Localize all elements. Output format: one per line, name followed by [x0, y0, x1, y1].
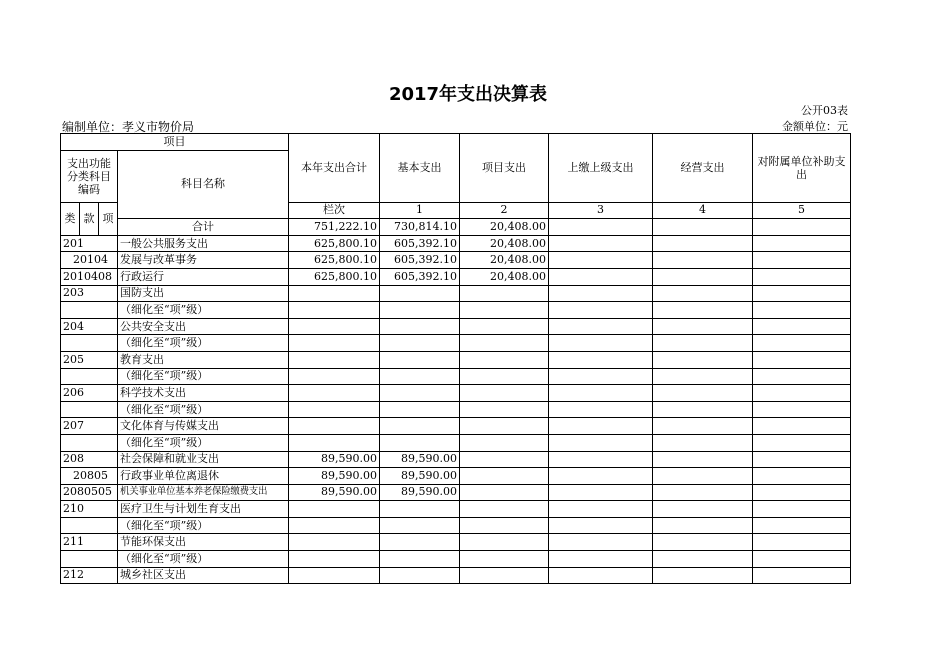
row-value-col-5 — [653, 434, 753, 451]
row-value-col-5 — [653, 285, 753, 302]
row-value-col-5 — [653, 468, 753, 485]
row-value-col-2 — [380, 567, 460, 584]
row-value-col-1 — [289, 351, 380, 368]
table-row — [61, 302, 851, 319]
row-value-col-3 — [460, 534, 549, 551]
row-code: 201 — [61, 235, 118, 252]
table-row — [61, 451, 851, 468]
row-code — [61, 335, 118, 352]
row-value-col-5 — [653, 567, 753, 584]
row-value-col-3 — [460, 318, 549, 335]
row-code: 20104 — [61, 252, 118, 269]
table-row — [61, 368, 851, 385]
row-value-col-2 — [380, 434, 460, 451]
row-value-col-2: 605,392.10 — [380, 268, 460, 285]
row-value-col-2 — [380, 401, 460, 418]
currency-unit: 金额单位：元 — [782, 120, 848, 133]
row-value-col-1 — [289, 285, 380, 302]
row-code: 20805 — [61, 468, 118, 485]
col-num-1: 1 — [380, 202, 460, 219]
row-name: （细化至“项”级） — [118, 401, 289, 418]
row-name: 发展与改革事务 — [118, 252, 289, 269]
row-code: 210 — [61, 501, 118, 518]
row-value-col-5 — [653, 534, 753, 551]
row-value-col-5 — [653, 252, 753, 269]
row-value-col-2 — [380, 318, 460, 335]
row-value-col-2 — [380, 551, 460, 568]
row-value-col-3 — [460, 368, 549, 385]
row-name: 国防支出 — [118, 285, 289, 302]
row-value-col-3 — [460, 517, 549, 534]
row-code: 212 — [61, 567, 118, 584]
row-value-col-2: 89,590.00 — [380, 451, 460, 468]
row-code: 206 — [61, 385, 118, 402]
row-value-col-4 — [549, 434, 653, 451]
row-value-col-3 — [460, 335, 549, 352]
header-col-6: 对附属单位补助支出 — [753, 134, 851, 203]
row-value-col-5 — [653, 335, 753, 352]
row-value-col-2 — [380, 368, 460, 385]
row-value-col-6 — [753, 517, 851, 534]
row-value-col-5 — [653, 235, 753, 252]
total-row — [61, 219, 851, 236]
row-value-col-1: 89,590.00 — [289, 451, 380, 468]
row-value-col-6 — [753, 501, 851, 518]
row-value-col-1: 625,800.10 — [289, 268, 380, 285]
row-value-col-1 — [289, 567, 380, 584]
table-row — [61, 501, 851, 518]
row-value-col-4 — [549, 318, 653, 335]
table-row — [61, 567, 851, 584]
row-code: 208 — [61, 451, 118, 468]
row-value-col-5 — [653, 517, 753, 534]
row-value-col-2 — [380, 385, 460, 402]
row-value-col-1 — [289, 401, 380, 418]
row-value-col-1 — [289, 368, 380, 385]
total-col-1: 751,222.10 — [289, 219, 380, 236]
row-value-col-3 — [460, 385, 549, 402]
row-value-col-3 — [460, 434, 549, 451]
row-value-col-1 — [289, 335, 380, 352]
table-row — [61, 235, 851, 252]
header-col-5: 经营支出 — [653, 134, 753, 203]
header-lei: 类 — [61, 202, 80, 235]
row-value-col-6 — [753, 318, 851, 335]
row-value-col-1: 625,800.10 — [289, 252, 380, 269]
table-row — [61, 268, 851, 285]
row-value-col-5 — [653, 501, 753, 518]
row-value-col-6 — [753, 468, 851, 485]
table-row — [61, 517, 851, 534]
row-value-col-2 — [380, 351, 460, 368]
row-code — [61, 434, 118, 451]
row-name: 城乡社区支出 — [118, 567, 289, 584]
row-code: 203 — [61, 285, 118, 302]
row-value-col-4 — [549, 501, 653, 518]
row-value-col-3 — [460, 551, 549, 568]
row-value-col-5 — [653, 418, 753, 435]
total-col-6 — [753, 219, 851, 236]
row-value-col-4 — [549, 351, 653, 368]
row-value-col-6 — [753, 252, 851, 269]
row-value-col-6 — [753, 418, 851, 435]
row-value-col-4 — [549, 534, 653, 551]
row-value-col-5 — [653, 302, 753, 319]
row-value-col-3 — [460, 501, 549, 518]
row-value-col-2 — [380, 501, 460, 518]
header-subject-name: 科目名称 — [118, 150, 289, 219]
row-name: 一般公共服务支出 — [118, 235, 289, 252]
row-name: （细化至“项”级） — [118, 335, 289, 352]
row-value-col-2: 89,590.00 — [380, 468, 460, 485]
row-value-col-4 — [549, 418, 653, 435]
row-value-col-1 — [289, 517, 380, 534]
row-value-col-4 — [549, 335, 653, 352]
row-value-col-6 — [753, 351, 851, 368]
row-value-col-1 — [289, 418, 380, 435]
row-name: 节能环保支出 — [118, 534, 289, 551]
row-value-col-5 — [653, 351, 753, 368]
row-code — [61, 302, 118, 319]
row-value-col-4 — [549, 268, 653, 285]
row-name: （细化至“项”级） — [118, 517, 289, 534]
table-row — [61, 418, 851, 435]
row-value-col-5 — [653, 268, 753, 285]
total-col-3: 20,408.00 — [460, 219, 549, 236]
header-lanci: 栏次 — [289, 202, 380, 219]
row-value-col-4 — [549, 401, 653, 418]
header-xiang: 项 — [99, 202, 118, 235]
header-func-code: 支出功能分类科目编码 — [61, 150, 118, 202]
row-code — [61, 401, 118, 418]
row-value-col-2 — [380, 534, 460, 551]
table-row — [61, 484, 851, 501]
row-value-col-6 — [753, 368, 851, 385]
row-value-col-4 — [549, 468, 653, 485]
row-value-col-5 — [653, 385, 753, 402]
row-value-col-6 — [753, 551, 851, 568]
row-code: 2080505 — [61, 484, 118, 501]
row-value-col-4 — [549, 285, 653, 302]
row-value-col-6 — [753, 385, 851, 402]
row-value-col-4 — [549, 235, 653, 252]
header-col-4: 上缴上级支出 — [549, 134, 653, 203]
row-name: 社会保障和就业支出 — [118, 451, 289, 468]
row-value-col-6 — [753, 285, 851, 302]
row-value-col-6 — [753, 567, 851, 584]
row-value-col-5 — [653, 318, 753, 335]
row-name: 医疗卫生与计划生育支出 — [118, 501, 289, 518]
total-col-5 — [653, 219, 753, 236]
row-value-col-4 — [549, 302, 653, 319]
row-value-col-4 — [549, 451, 653, 468]
row-value-col-3 — [460, 351, 549, 368]
row-value-col-1: 89,590.00 — [289, 468, 380, 485]
row-value-col-1 — [289, 302, 380, 319]
row-value-col-2 — [380, 418, 460, 435]
row-value-col-6 — [753, 268, 851, 285]
row-value-col-4 — [549, 385, 653, 402]
row-value-col-6 — [753, 401, 851, 418]
row-value-col-4 — [549, 368, 653, 385]
row-value-col-2 — [380, 285, 460, 302]
table-row — [61, 285, 851, 302]
page-title: 2017年支出决算表 — [388, 84, 548, 105]
row-code: 204 — [61, 318, 118, 335]
row-value-col-5 — [653, 484, 753, 501]
row-value-col-3 — [460, 285, 549, 302]
table-row — [61, 252, 851, 269]
expenditure-table — [60, 133, 851, 584]
row-value-col-6 — [753, 434, 851, 451]
row-code: 2010408 — [61, 268, 118, 285]
table-row — [61, 551, 851, 568]
table-row — [61, 434, 851, 451]
row-name: （细化至“项”级） — [118, 551, 289, 568]
row-code: 205 — [61, 351, 118, 368]
row-code: 211 — [61, 534, 118, 551]
header-col-2: 基本支出 — [380, 134, 460, 203]
row-value-col-2 — [380, 335, 460, 352]
row-value-col-3 — [460, 302, 549, 319]
row-value-col-4 — [549, 567, 653, 584]
row-value-col-4 — [549, 551, 653, 568]
row-code — [61, 368, 118, 385]
row-value-col-3 — [460, 401, 549, 418]
row-value-col-2: 605,392.10 — [380, 235, 460, 252]
col-num-3: 3 — [549, 202, 653, 219]
col-num-4: 4 — [653, 202, 753, 219]
row-name: 公共安全支出 — [118, 318, 289, 335]
row-name: 行政运行 — [118, 268, 289, 285]
row-code: 207 — [61, 418, 118, 435]
col-num-5: 5 — [753, 202, 851, 219]
total-label: 合计 — [118, 219, 289, 236]
row-value-col-5 — [653, 551, 753, 568]
table-row — [61, 335, 851, 352]
row-value-col-1: 89,590.00 — [289, 484, 380, 501]
row-value-col-3 — [460, 418, 549, 435]
total-col-4 — [549, 219, 653, 236]
row-value-col-6 — [753, 235, 851, 252]
row-value-col-5 — [653, 401, 753, 418]
row-value-col-2: 605,392.10 — [380, 252, 460, 269]
row-value-col-4 — [549, 517, 653, 534]
header-row-project — [61, 134, 851, 151]
header-col-1: 本年支出合计 — [289, 134, 380, 203]
form-number: 公开03表 — [801, 104, 848, 117]
row-value-col-6 — [753, 484, 851, 501]
row-value-col-2 — [380, 302, 460, 319]
header-project: 项目 — [61, 134, 289, 151]
row-value-col-5 — [653, 451, 753, 468]
row-value-col-3 — [460, 468, 549, 485]
row-name: 文化体育与传媒支出 — [118, 418, 289, 435]
row-value-col-3 — [460, 567, 549, 584]
total-col-2: 730,814.10 — [380, 219, 460, 236]
row-name: 机关事业单位基本养老保险缴费支出 — [118, 484, 289, 501]
row-name: 行政事业单位离退休 — [118, 468, 289, 485]
row-value-col-6 — [753, 534, 851, 551]
row-code — [61, 551, 118, 568]
row-value-col-3 — [460, 451, 549, 468]
row-value-col-3 — [460, 484, 549, 501]
row-value-col-1 — [289, 385, 380, 402]
reporting-unit: 编制单位：孝义市物价局 — [62, 120, 195, 134]
row-value-col-4 — [549, 252, 653, 269]
row-name: （细化至“项”级） — [118, 434, 289, 451]
row-name: （细化至“项”级） — [118, 368, 289, 385]
header-col-3: 项目支出 — [460, 134, 549, 203]
row-value-col-1 — [289, 434, 380, 451]
row-code — [61, 517, 118, 534]
row-value-col-6 — [753, 335, 851, 352]
table-row — [61, 468, 851, 485]
row-value-col-3: 20,408.00 — [460, 268, 549, 285]
row-value-col-3: 20,408.00 — [460, 235, 549, 252]
row-value-col-1 — [289, 534, 380, 551]
row-value-col-3: 20,408.00 — [460, 252, 549, 269]
header-kuan: 款 — [80, 202, 99, 235]
row-value-col-1 — [289, 318, 380, 335]
table-row — [61, 318, 851, 335]
row-name: （细化至“项”级） — [118, 302, 289, 319]
row-value-col-2: 89,590.00 — [380, 484, 460, 501]
row-name: 科学技术支出 — [118, 385, 289, 402]
table-row — [61, 401, 851, 418]
row-value-col-5 — [653, 368, 753, 385]
table-row — [61, 534, 851, 551]
row-value-col-6 — [753, 451, 851, 468]
row-value-col-1 — [289, 501, 380, 518]
row-name: 教育支出 — [118, 351, 289, 368]
table-row — [61, 385, 851, 402]
row-value-col-1: 625,800.10 — [289, 235, 380, 252]
col-num-2: 2 — [460, 202, 549, 219]
row-value-col-6 — [753, 302, 851, 319]
row-value-col-4 — [549, 484, 653, 501]
row-value-col-1 — [289, 551, 380, 568]
row-value-col-2 — [380, 517, 460, 534]
table-row — [61, 351, 851, 368]
